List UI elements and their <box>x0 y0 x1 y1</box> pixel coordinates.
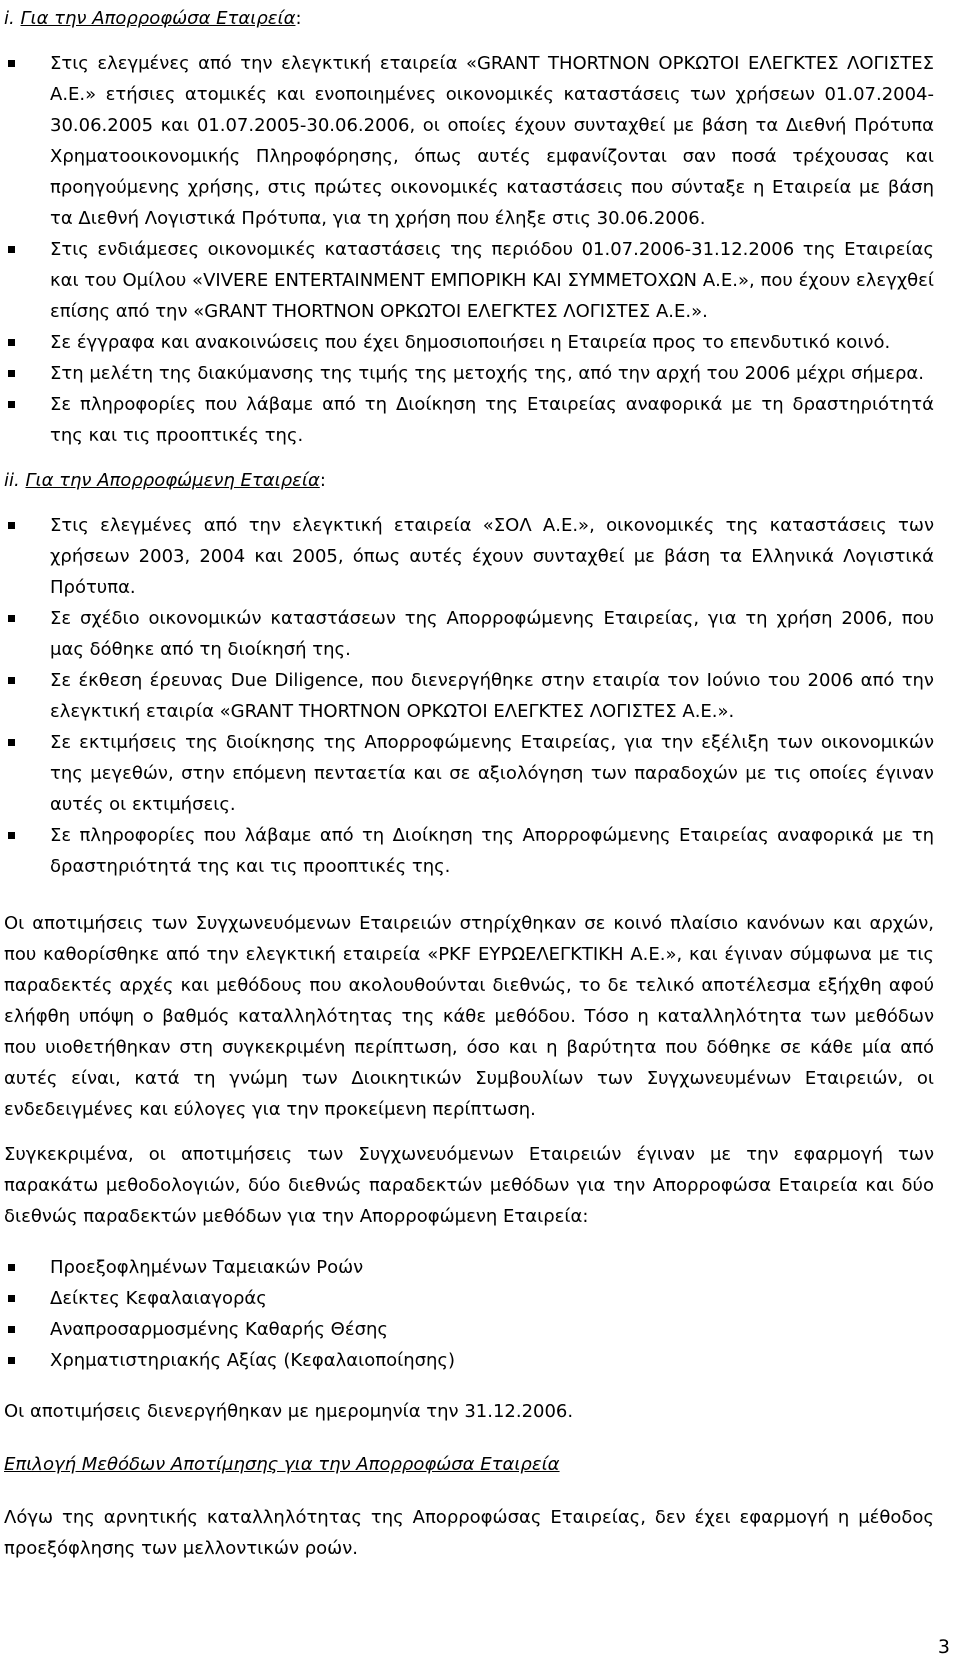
list-item: Σε έγγραφα και ανακοινώσεις που έχει δημοσιοποιήσει η Εταιρεία προς το επενδυτικό κοινό. <box>4 327 934 358</box>
methodologies-paragraph: Συγκεκριμένα, οι αποτιμήσεις των Συγχωνευόμενων Εταιρειών έγιναν με την εφαρμογή των παρακάτω μεθοδολογιών, δύο διεθνώς παραδεκτών μεθόδων για την Απορροφώσα Εταιρεία και δύο διεθνώς παραδεκτών μεθόδων για την Απορροφώμενη Εταιρεία: <box>4 1144 934 1227</box>
section-ii-colon: : <box>319 470 326 491</box>
section-ii-bullet-list <box>4 510 934 882</box>
section-ii-number: ii. <box>4 470 20 491</box>
list-item: Χρηματιστηριακής Αξίας (Κεφαλαιοποίησης) <box>4 1345 934 1376</box>
list-item: Στις ελεγμένες από την ελεγκτική εταιρεία «ΣΟΛ Α.Ε.», οικονομικές της καταστάσεις των χρήσεων 2003, 2004 και 2005, όπως αυτές έχουν συνταχθεί με βάση τα Ελληνικά Λογιστικά Πρότυπα. <box>4 510 934 603</box>
section-i-heading <box>4 3 934 34</box>
document-page <box>4 0 934 1578</box>
valuation-framework-paragraph: Οι αποτιμήσεις των Συγχωνευόμενων Εταιρειών στηρίχθηκαν σε κοινό πλαίσιο κανόνων και αρχών, που καθορίσθηκε από την ελεγκτική εταιρεία «PKF ΕΥΡΩΕΛΕΓΚΤΙΚΗ Α.Ε.», και έγιναν σύμφωνα με τις παραδεκτές αρχές και μεθόδους που ακολουθούνται διεθνώς, το δε τελικό αποτέλεσμα εξήχθη αφού ελήφθη υπόψη ο βαθμός καταλληλότητας της κάθε μεθόδου. Τόσο η καταλληλότητα των μεθόδων που υιοθετήθηκαν στη συγκεκριμένη περίπτωση, όσο και η βαρύτητα που δόθηκε σε κάθε μία από αυτές είναι, κατά τη γνώμη των Διοικητικών Συμβουλίων των Συγχωνευμένων Εταιρειών, οι ενδεδειγμένες και εύλογες για την προκείμενη περίπτωση. <box>4 913 934 1120</box>
list-item: Δείκτες Κεφαλαιαγοράς <box>4 1283 934 1314</box>
section-i-colon: : <box>295 8 302 29</box>
method-selection-paragraph: Λόγω της αρνητικής καταλληλότητας της Απορροφώσας Εταιρείας, δεν έχει εφαρμογή η μέθοδος προεξόφλησης των μελλοντικών ροών. <box>4 1507 934 1559</box>
section-title: Επιλογή Μεθόδων Αποτίμησης για την Απορροφώσα Εταιρεία <box>4 1454 560 1475</box>
section-ii-title: Για την Απορροφώμενη Εταιρεία <box>25 470 320 491</box>
list-item: Σε σχέδιο οικονομικών καταστάσεων της Απορροφώμενης Εταιρείας, για τη χρήση 2006, που μας δόθηκε από τη διοίκησή της. <box>4 603 934 665</box>
valuation-date-paragraph: Οι αποτιμήσεις διενεργήθηκαν με ημερομηνία την 31.12.2006. <box>4 1401 574 1422</box>
list-item: Σε πληροφορίες που λάβαμε από τη Διοίκηση της Εταιρείας αναφορικά με τη δραστηριότητά της και τις προοπτικές της. <box>4 389 934 451</box>
list-item: Στις ενδιάμεσες οικονομικές καταστάσεις της περιόδου 01.07.2006-31.12.2006 της Εταιρείας και του Ομίλου «VIVERE ENTERTAINMENT ΕΜΠΟΡΙΚΗ ΚΑΙ ΣΥΜΜΕΤΟΧΩΝ Α.Ε.», που έχουν ελεγχθεί επίσης από την «GRANT THORTNON ΟΡΚΩΤΟΙ ΕΛΕΓΚΤΕΣ ΛΟΓΙΣΤΕΣ Α.Ε.». <box>4 234 934 327</box>
section-i-number: i. <box>4 8 15 29</box>
list-item: Στις ελεγμένες από την ελεγκτική εταιρεία «GRANT THORTNON ΟΡΚΩΤΟΙ ΕΛΕΓΚΤΕΣ ΛΟΓΙΣΤΕΣ Α.Ε.» ετήσιες ατομικές και ενοποιημένες οικονομικές καταστάσεις των χρήσεων 01.07.2004-30.06.2005 και 01.07.2005-30.06.2006, οι οποίες έχουν συνταχθεί με βάση τα Διεθνή Πρότυπα Χρηματοοικονομικής Πληροφόρησης, όπως αυτές εμφανίζονται σαν ποσά τρέχουσας και προηγούμενης χρήσης, στις πρώτες οικονομικές καταστάσεις που σύνταξε η Εταιρεία με βάση τα Διεθνή Λογιστικά Πρότυπα, για τη χρήση που έληξε στις 30.06.2006. <box>4 48 934 234</box>
list-item: Σε έκθεση έρευνας Due Diligence, που διενεργήθηκε στην εταιρία τον Ιούνιο του 2006 από την ελεγκτική εταιρία «GRANT THORTNON ΟΡΚΩΤΟΙ ΕΛΕΓΚΤΕΣ ΛΟΓΙΣΤΕΣ Α.Ε.». <box>4 665 934 727</box>
list-item: Αναπροσαρμοσμένης Καθαρής Θέσης <box>4 1314 934 1345</box>
section-i-bullet-list <box>4 48 934 451</box>
methods-bullet-list <box>4 1252 934 1376</box>
list-item: Σε πληροφορίες που λάβαμε από τη Διοίκηση της Απορροφώμενης Εταιρείας αναφορικά με τη δραστηριότητά της και τις προοπτικές της. <box>4 820 934 882</box>
section-ii-heading <box>4 465 934 496</box>
page-number: 3 <box>937 1636 950 1658</box>
list-item: Σε εκτιμήσεις της διοίκησης της Απορροφώμενης Εταιρείας, για την εξέλιξη των οικονομικών της μεγεθών, στην επόμενη πενταετία και σε αξιολόγηση των παραδοχών με τις οποίες έγιναν αυτές οι εκτιμήσεις. <box>4 727 934 820</box>
list-item: Προεξοφλημένων Ταμειακών Ροών <box>4 1252 934 1283</box>
list-item: Στη μελέτη της διακύμανσης της τιμής της μετοχής της, από την αρχή του 2006 μέχρι σήμερα. <box>4 358 934 389</box>
section-i-title: Για την Απορροφώσα Εταιρεία <box>20 8 296 29</box>
